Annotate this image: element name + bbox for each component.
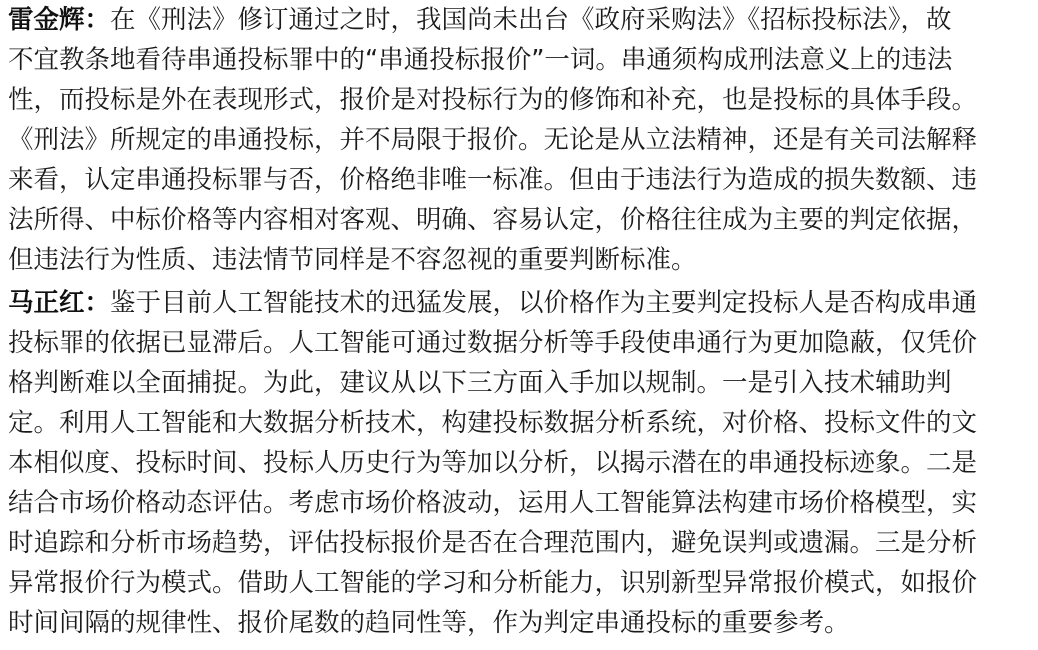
line-text: 异常报价行为模式。借助人工智能的学习和分析能力，识别新型异常报价模式，如报价: [8, 568, 978, 598]
line-text: 但违法行为性质、违法情节同样是不容忽视的重要判断标准。: [8, 245, 697, 275]
line-text: 不宜教条地看待串通投标罪中的“串通投标报价”一词。串通须构成刑法意义上的违法: [8, 45, 953, 75]
paragraph-line: [8, 603, 1032, 643]
paragraph-line: [8, 283, 1032, 323]
line-text: 法所得、中标价格等内容相对客观、明确、容易认定，价格往往成为主要的判定依据，: [8, 205, 978, 235]
line-text: 格判断难以全面捕捉。为此，建议从以下三方面入手加以规制。一是引入技术辅助判: [8, 368, 952, 398]
paragraph-line: [8, 120, 1032, 160]
paragraph-line: [8, 80, 1032, 120]
paragraph-line: [8, 240, 1032, 280]
paragraph-line: [8, 483, 1032, 523]
paragraph-line: [8, 563, 1032, 603]
paragraph-line: [8, 0, 1032, 40]
line-text: 定。利用人工智能和大数据分析技术，构建投标数据分析系统，对价格、投标文件的文: [8, 408, 978, 438]
line-text: 投标罪的依据已显滞后。人工智能可通过数据分析等手段使串通行为更加隐蔽，仅凭价: [8, 328, 978, 358]
line-text: 在《刑法》修订通过之时，我国尚未出台《政府采购法》《招标投标法》，故: [110, 5, 952, 35]
line-text: 《刑法》所规定的串通投标，并不局限于报价。无论是从立法精神，还是有关司法解释: [8, 125, 978, 155]
line-text: 时追踪和分析市场趋势，评估投标报价是否在合理范围内，避免误判或遗漏。三是分析: [8, 528, 978, 558]
paragraph-line: [8, 200, 1032, 240]
line-text: 时间间隔的规律性、报价尾数的趋同性等，作为判定串通投标的重要参考。: [8, 608, 850, 638]
paragraph-line: [8, 160, 1032, 200]
speaker-name: 马正红：: [8, 288, 111, 318]
line-text: 结合市场价格动态评估。考虑市场价格波动，运用人工智能算法构建市场价格模型，实: [8, 488, 978, 518]
line-text: 性，而投标是外在表现形式，报价是对投标行为的修饰和补充，也是投标的具体手段。: [8, 85, 978, 115]
paragraph-line: [8, 443, 1032, 483]
paragraph-line: [8, 363, 1032, 403]
paragraph-line: [8, 323, 1032, 363]
paragraph-line: [8, 523, 1032, 563]
paragraph-line: [8, 403, 1032, 443]
speaker-name: 雷金辉：: [8, 5, 111, 35]
line-text: 来看，认定串通投标罪与否，价格绝非唯一标准。但由于违法行为造成的损失数额、违: [8, 165, 978, 195]
paragraph-line: [8, 40, 1032, 80]
line-text: 鉴于目前人工智能技术的迅猛发展，以价格作为主要判定投标人是否构成串通: [110, 288, 978, 318]
line-text: 本相似度、投标时间、投标人历史行为等加以分析，以揭示潜在的串通投标迹象。二是: [8, 448, 978, 478]
